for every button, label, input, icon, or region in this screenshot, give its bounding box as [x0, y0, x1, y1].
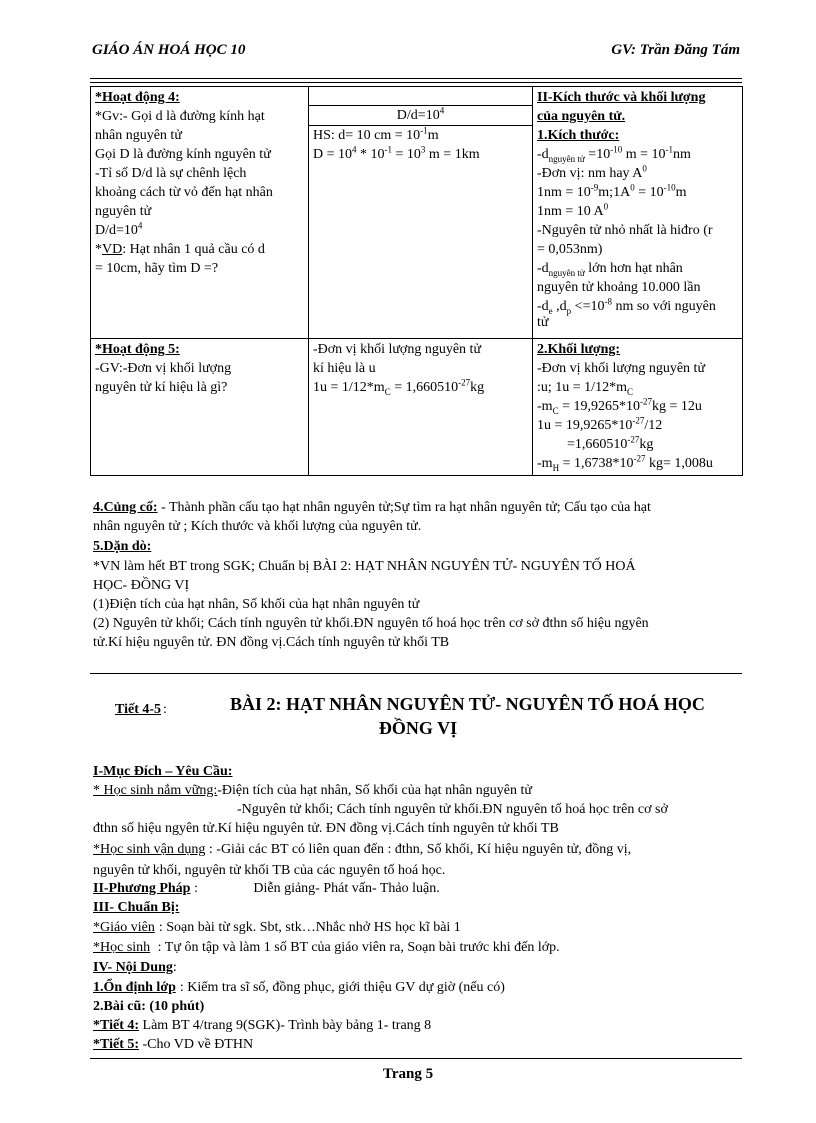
conversion-line-2	[537, 202, 738, 221]
consolidation-label: 4.Củng cố:	[93, 500, 158, 515]
text-line: tử	[537, 315, 549, 330]
calc-part: m = 1km	[425, 147, 480, 162]
text: : Kiểm tra sĩ số, đồng phục, giới thiệu GV dự giờ (nếu có)	[179, 980, 505, 995]
calc-part: = 10	[392, 147, 421, 162]
vd-abbrev: VD	[102, 242, 123, 257]
exp: -27	[633, 453, 646, 464]
sub: C	[552, 405, 559, 416]
mass-line	[537, 435, 738, 454]
activity4-student-cell	[309, 87, 533, 339]
t: lớn hơn hạt nhân	[584, 261, 683, 276]
exp: -27	[639, 396, 652, 407]
sub: nguyên tử	[548, 153, 585, 164]
ratio-text: D/d=10	[95, 223, 138, 238]
unit-formula	[313, 378, 528, 397]
footer-rule	[90, 1058, 742, 1059]
lesson-colon: :	[163, 702, 167, 717]
mass-content-cell	[533, 339, 743, 476]
ratio-exp: 4	[137, 220, 143, 231]
t: m = 10	[622, 147, 666, 162]
sub: C	[384, 386, 391, 397]
exp: -10	[610, 144, 623, 155]
text: -Điện tích của hạt nhân, Số khối của hạt nhân nguyên tử	[217, 783, 532, 798]
page-number: Trang 5	[382, 1066, 434, 1082]
example-text: *VD: Hạt nhân 1 quả cầu có d	[95, 242, 265, 257]
t: -m	[537, 399, 553, 414]
t: -d	[537, 299, 549, 314]
size-content-cell	[533, 87, 743, 339]
header-subject: GIÁO ÁN HOÁ HỌC 10	[92, 42, 246, 58]
sub: H	[552, 462, 560, 473]
text: : Tự ôn tập và làm 1 số BT của giáo viên ra, Soạn bài trước khi đến lớp.	[154, 940, 560, 955]
size-title: 1.Kích thước:	[537, 128, 620, 143]
t: = 10	[634, 185, 664, 200]
text-line: *Gv:- Gọi d là đường kính hạt	[95, 109, 265, 124]
homework-label: 5.Dặn dò:	[93, 539, 152, 554]
preparation-section	[93, 898, 743, 957]
exp: -10	[663, 182, 676, 193]
text-line: kí hiệu là u	[313, 361, 376, 376]
homework-section	[93, 537, 743, 652]
page-header	[92, 40, 740, 62]
exp: -27	[632, 415, 645, 426]
exp: -1	[665, 144, 673, 155]
exp: 0	[630, 182, 635, 193]
unit-line	[537, 164, 738, 183]
mass-line	[537, 378, 738, 397]
mass-line	[537, 454, 738, 473]
t: kg	[470, 380, 485, 395]
text-line: nguyên tử khối, nguyên tử khối TB của các nguyên tố hoá học.	[93, 863, 446, 878]
period4-label: *Tiết 4:	[93, 1018, 140, 1033]
t: -m	[537, 456, 553, 471]
must-know-label: * Học sinh nắm vững:	[93, 783, 218, 798]
table-row	[91, 87, 743, 339]
exp: -27	[458, 377, 471, 388]
ratio-line	[95, 221, 304, 240]
t: -d	[537, 147, 549, 162]
lesson-title-line2: ĐỒNG VỊ	[378, 718, 458, 738]
hs-line	[313, 126, 528, 145]
mass-line	[537, 397, 738, 416]
preparation-heading: III- Chuẩn Bị:	[93, 900, 180, 915]
text-line: nguyên tử	[95, 204, 152, 219]
activity5-title: *Hoạt động 5:	[95, 342, 180, 357]
content-section	[93, 958, 743, 1054]
calc-line	[313, 145, 528, 164]
size-line	[537, 145, 738, 164]
exp: 4	[352, 144, 357, 155]
text-line: -GV:-Đơn vị khối lượng	[95, 361, 232, 376]
t: 1u = 1/12*m	[313, 380, 385, 395]
colon: :	[193, 881, 198, 896]
text: : -Giải các BT có liên quan đến : đthn, Số khối, Kí hiệu nguyên tử, đồng vị,	[205, 842, 632, 857]
header-rule-thin	[90, 82, 742, 83]
homework-line: HỌC- ĐỒNG VỊ	[93, 578, 190, 593]
compare-line	[537, 259, 738, 278]
t: kg	[639, 437, 654, 452]
activity5-teacher-cell	[91, 339, 309, 476]
homework-line: *VN làm hết BT trong SGK; Chuẩn bị BÀI 2: HẠT NHÂN NGUYÊN TỬ- NGUYÊN TỐ HOÁ	[93, 559, 636, 574]
t: 1nm = 10	[537, 185, 591, 200]
activity4-teacher-cell	[91, 87, 309, 339]
consolidation-section	[93, 498, 743, 536]
method-text: Diễn giảng- Phát vấn- Thảo luận.	[253, 881, 440, 896]
t: ,d	[552, 299, 567, 314]
text-line: -Đơn vị khối lượng nguyên tử	[313, 342, 482, 357]
lesson-title-line1: BÀI 2: HẠT NHÂN NGUYÊN TỬ- NGUYÊN TỐ HOÁ HỌC	[230, 694, 705, 714]
exp: -1	[420, 125, 428, 136]
text-line: -Nguyên tử khối; Cách tính nguyên tử khối.ĐN nguyên tố hoá học trên cơ sở	[237, 802, 668, 817]
objectives-heading: I-Mục Đích – Yêu Cầu:	[93, 764, 233, 779]
consolidation-text: - Thành phần cấu tạo hạt nhân nguyên tử;Sự tìm ra hạt nhân nguyên tử; Cấu tạo của hạt	[157, 500, 651, 515]
text: -Cho VD về ĐTHN	[139, 1037, 254, 1052]
table-row	[91, 339, 743, 476]
lesson-period: Tiết 4-5	[115, 702, 162, 717]
sub: p	[566, 305, 572, 316]
electron-line	[537, 297, 738, 316]
sub: nguyên tử	[548, 267, 585, 278]
t: kg= 1,008u	[645, 456, 713, 471]
ratio-text: D/d=10	[396, 108, 440, 123]
exp: -27	[627, 434, 640, 445]
section2-title: II-Kích thước và khối lượng	[537, 90, 706, 105]
activity4-title: *Hoạt động 4:	[95, 90, 180, 105]
text-line: đthn số hiệu ngyên tử.Kí hiệu nguyên tử. ĐN đồng vị.Cách tính nguyên tử khối TB	[93, 821, 559, 836]
t: nm	[673, 147, 691, 162]
blank-subcell	[309, 88, 532, 106]
t: m;1A	[598, 185, 631, 200]
apply-label: *Học sinh vận dụng	[93, 842, 206, 857]
t: 1u = 19,9265*10	[537, 418, 633, 433]
method-section	[93, 879, 743, 898]
t: nm so với nguyên	[611, 299, 716, 314]
text-line: -Nguyên tử nhỏ nhất là hiđro (r	[537, 223, 713, 238]
header-teacher: GV: Trần Đăng Tám	[611, 42, 740, 58]
text: : Soạn bài từ sgk. Sbt, stk…Nhắc nhở HS học kĩ bài 1	[158, 920, 461, 935]
exp: -8	[604, 296, 612, 307]
t: /12	[644, 418, 663, 433]
text-line: = 0,053nm)	[537, 242, 603, 257]
text-line: khoảng cách từ vỏ đến hạt nhân	[95, 185, 273, 200]
text-line: -Đơn vị khối lượng nguyên tử	[537, 361, 706, 376]
t: -Đơn vị: nm hay A	[537, 166, 643, 181]
calc-part: D = 10	[313, 147, 353, 162]
text-line: Gọi D là đường kính nguyên tử	[95, 147, 271, 162]
mass-title: 2.Khối lượng:	[537, 342, 621, 357]
t: = 1,660510	[390, 380, 459, 395]
t: :u; 1u = 1/12*m	[537, 380, 627, 395]
text-line: = 10cm, hãy tìm D =?	[95, 261, 219, 276]
activity5-student-cell	[309, 339, 533, 476]
t: = 19,9265*10	[558, 399, 640, 414]
sub: C	[626, 386, 633, 397]
text-line: nguyên tử kí hiệu là gì?	[95, 380, 228, 395]
text-line: nhân nguyên tử	[95, 128, 182, 143]
mass-line	[537, 416, 738, 435]
text-line: nguyên tử khoảng 10.000 lần	[537, 280, 701, 295]
homework-line: (2) Nguyên tử khối; Cách tính nguyên tử khối.ĐN nguyên tố hoá học trên cơ sở đthn số hiệu ngyên	[93, 616, 649, 631]
calc-part: * 10	[356, 147, 385, 162]
student-label: *Học sinh	[93, 940, 151, 955]
exp: 3	[420, 144, 426, 155]
lesson-title	[93, 694, 743, 720]
hs-text: HS: d= 10 cm = 10	[313, 128, 421, 143]
example-line	[95, 240, 304, 259]
t: =10	[584, 147, 611, 162]
period5-label: *Tiết 5:	[93, 1037, 140, 1052]
ratio-subcell	[309, 106, 532, 126]
teacher-label: *Giáo viên	[93, 920, 155, 935]
sub: e	[548, 305, 553, 316]
section2-title-cont: của nguyên tử.	[537, 109, 626, 124]
exp: 0	[642, 163, 647, 174]
content-heading: IV- Nội Dung	[93, 960, 173, 975]
t: kg = 12u	[651, 399, 702, 414]
t: =1,660510	[567, 437, 628, 452]
ratio-exp: 4	[439, 105, 445, 116]
class-setup-label: 1.Ổn định lớp	[93, 980, 176, 995]
t: m	[675, 185, 687, 200]
exp: 0	[603, 201, 609, 212]
section-divider	[90, 673, 742, 674]
colon: :	[172, 960, 177, 975]
conversion-line	[537, 183, 738, 202]
t: = 1,6738*10	[559, 456, 634, 471]
exp: -1	[384, 144, 393, 155]
t: -d	[537, 261, 549, 276]
homework-line: (1)Điện tích của hạt nhân, Số khối của hạt nhân nguyên tử	[93, 597, 420, 612]
header-rule-thick	[90, 78, 742, 79]
old-lesson-label: 2.Bài cũ: (10 phút)	[93, 999, 205, 1014]
t: <=10	[571, 299, 605, 314]
text-line: -Tỉ số D/d là sự chênh lệch	[95, 166, 247, 181]
t: 1nm = 10 A	[537, 204, 604, 219]
lesson-table	[90, 86, 743, 476]
unit: m	[427, 128, 439, 143]
homework-line: tử.Kí hiệu nguyên tử. ĐN đồng vị.Cách tính nguyên tử khối TB	[93, 635, 450, 650]
method-heading: II-Phương Pháp	[93, 881, 191, 896]
text: Làm BT 4/trang 9(SGK)- Trình bày bảng 1- trang 8	[139, 1018, 432, 1033]
exp: -9	[590, 182, 599, 193]
consolidation-text-cont: nhân nguyên tử ; Kích thước và khối lượng của nguyên tử.	[93, 519, 422, 534]
objectives-section	[93, 762, 743, 880]
